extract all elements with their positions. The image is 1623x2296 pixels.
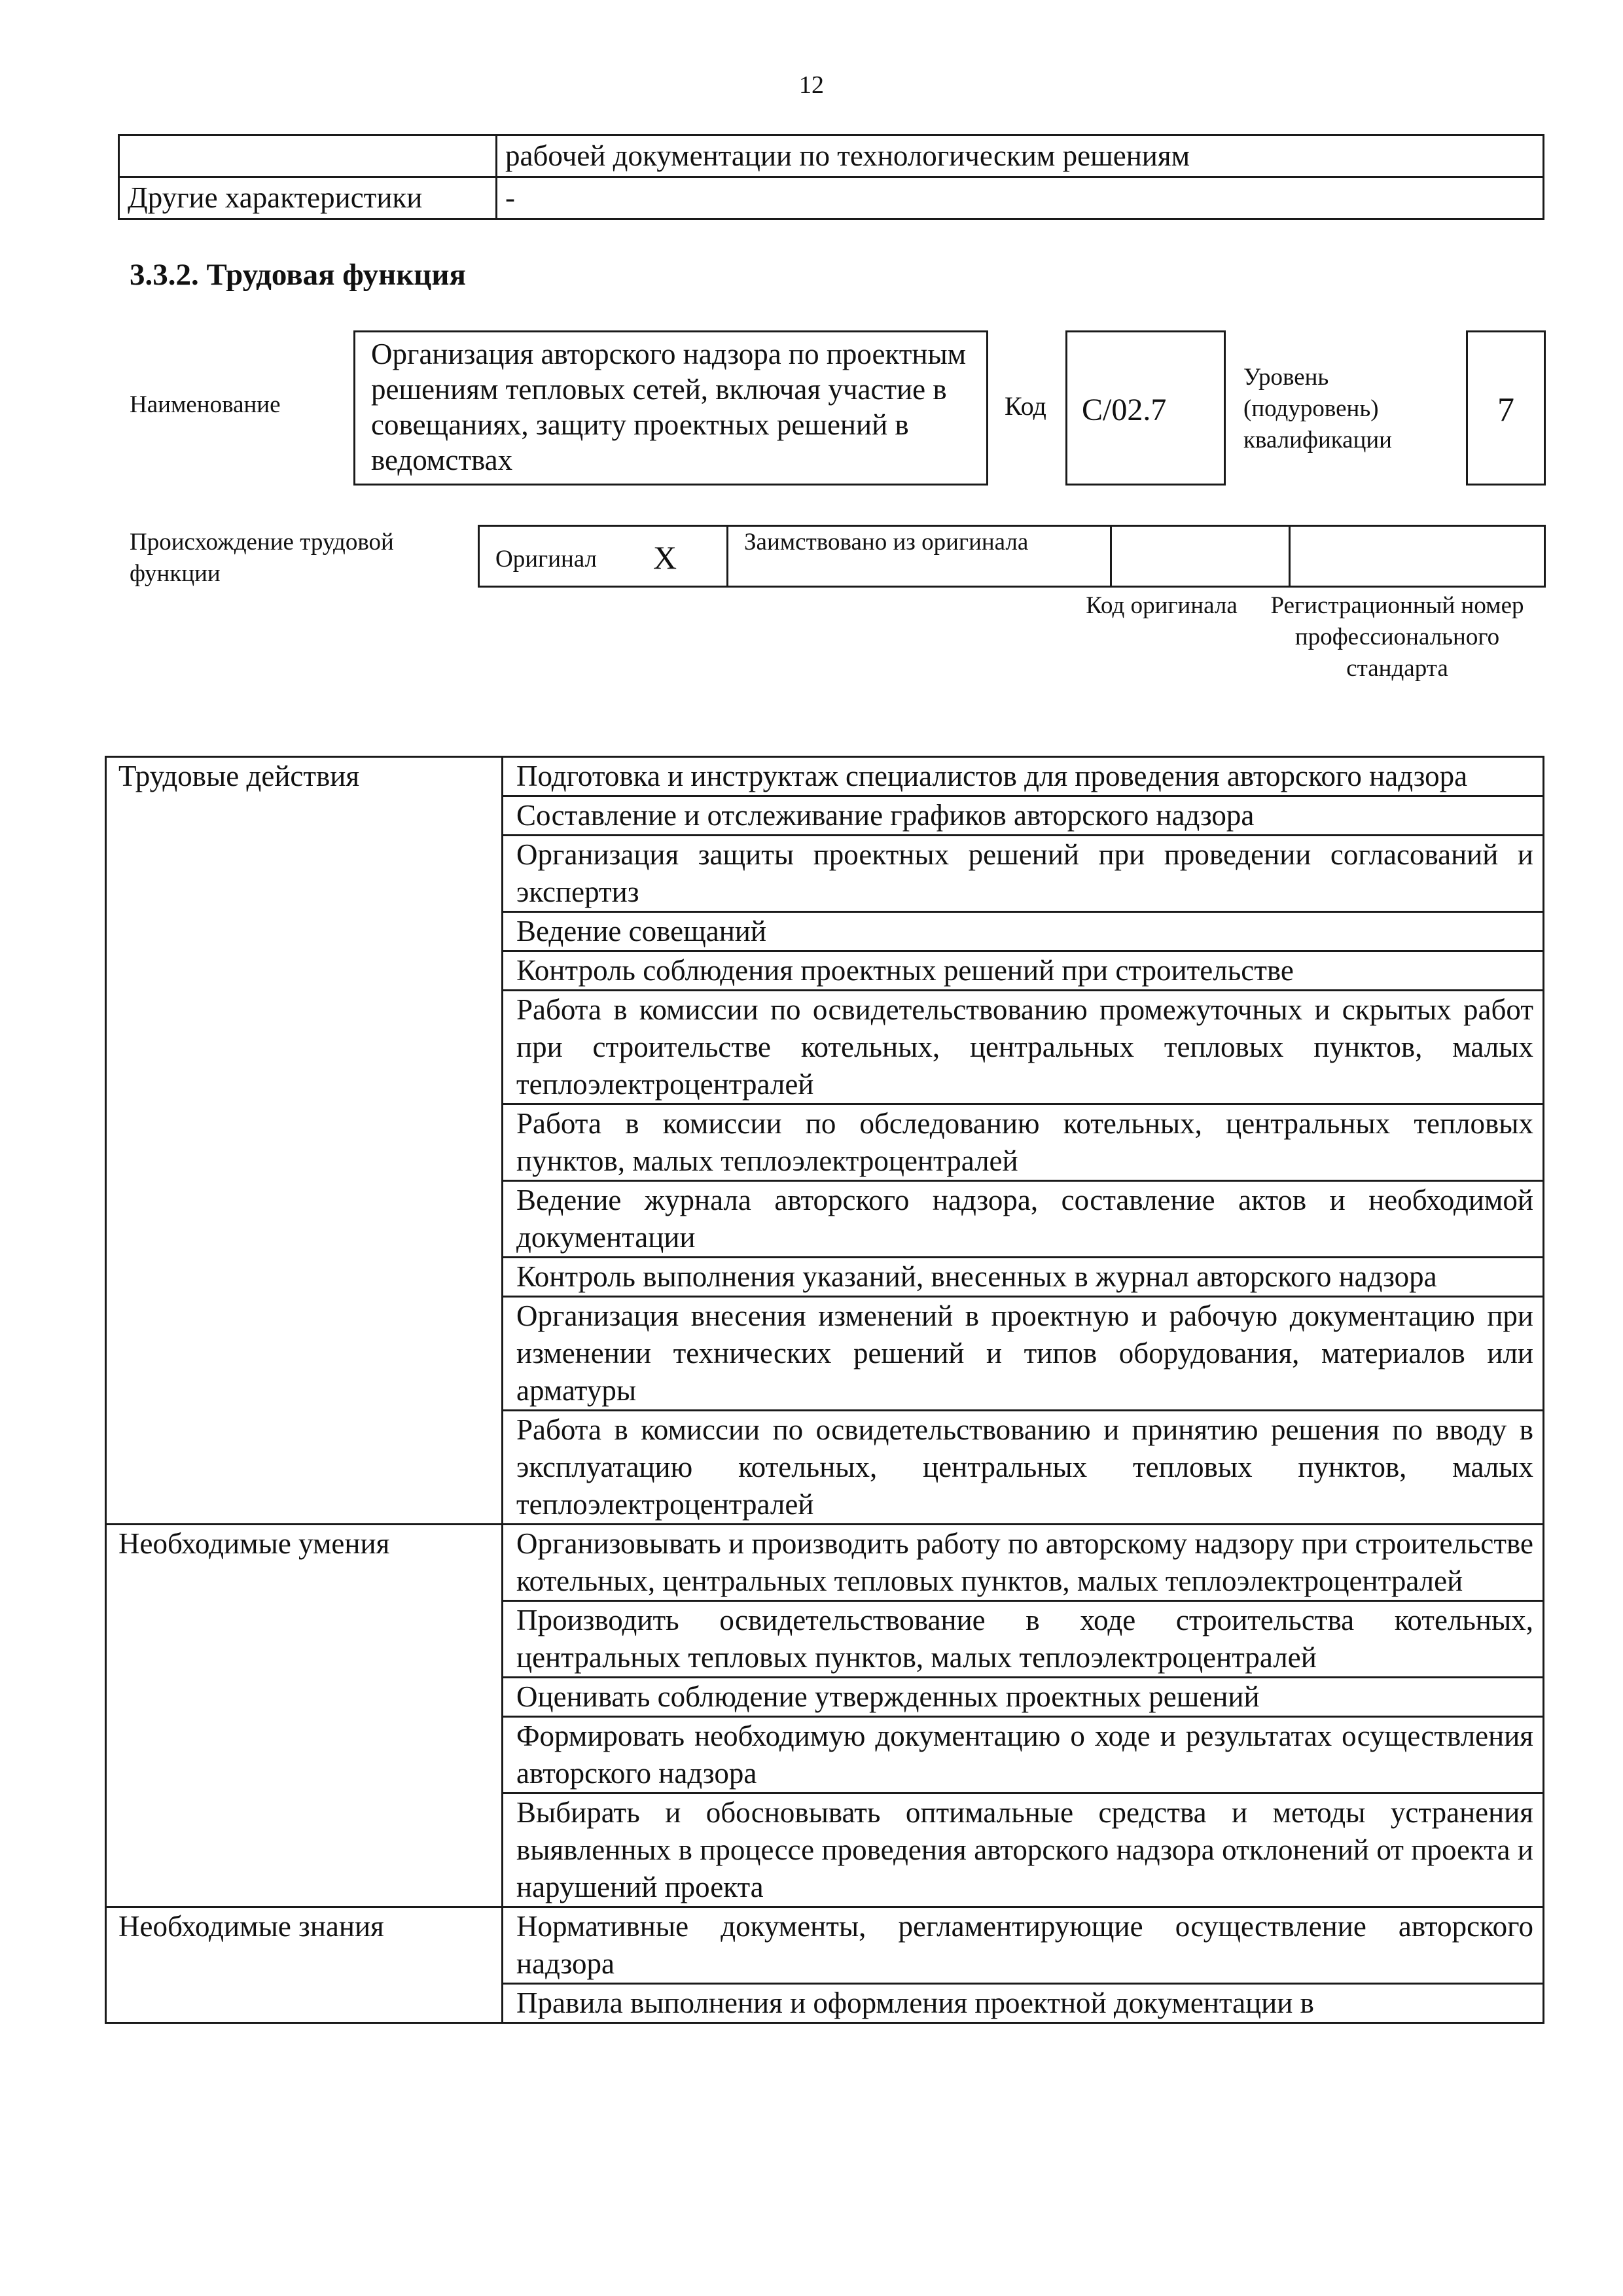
code-value: C/02.7 [1065,330,1226,486]
item-cell: Оценивать соблюдение утвержденных проектных решений [503,1678,1544,1717]
table-row [106,1907,1544,1984]
category-cell: Необходимые умения [106,1525,503,1907]
item-cell: Правила выполнения и оформления проектной документации в [503,1984,1544,2023]
item-cell: Ведение журнала авторского надзора, составление актов и необходимой документации [503,1181,1544,1258]
item-cell: Организация внесения изменений в проектную и рабочую документацию при изменении технических решений и типов оборудования, материалов или арматуры [503,1297,1544,1411]
table-row [106,757,1544,796]
original-label: Оригинал [495,546,597,573]
category-cell: Необходимые знания [106,1907,503,2023]
section-title: 3.3.2. Трудовая функция [130,258,466,292]
item-cell: Работа в комиссии по освидетельствованию и принятию решения по вводу в эксплуатацию котельных, центральных тепловых пунктов, малых теплоэлектроцентралей [503,1411,1544,1525]
item-cell: Производить освидетельствование в ходе строительства котельных, центральных тепловых пунктов, малых теплоэлектроцентралей [503,1601,1544,1678]
origin-row [478,525,1546,588]
category-cell: Трудовые действия [106,757,503,1525]
qualification-level-value: 7 [1466,330,1546,486]
item-cell: Выбирать и обосновывать оптимальные средства и методы устранения выявленных в процессе проведения авторского надзора отклонений от проекта и нарушений проекта [503,1793,1544,1907]
origin-label: Происхождение трудовой функции [130,529,394,587]
row-value: рабочей документации по технологическим решениям [497,135,1544,177]
item-cell: Организовывать и производить работу по авторскому надзору при строительстве котельных, центральных тепловых пунктов, малых теплоэлектроцентралей [503,1525,1544,1601]
borrowed-label: Заимствовано из оригинала [728,525,1112,588]
item-cell: Составление и отслеживание графиков авторского надзора [503,796,1544,836]
qualification-level-label: Уровень (подуровень) квалификации [1243,364,1392,453]
item-cell: Контроль соблюдения проектных решений при строительстве [503,951,1544,991]
page-number: 12 [799,71,824,99]
original-mark: X [653,539,677,576]
row-label: Другие характеристики [119,177,497,219]
table-row [119,135,1544,177]
row-label [119,135,497,177]
original-code-caption: Код оригинала [1086,592,1238,619]
table-row [106,1525,1544,1601]
name-label: Наименование [130,391,281,418]
continuation-table [118,134,1544,220]
original-cell [478,525,728,588]
row-value: - [497,177,1544,219]
function-name-value: Организация авторского надзора по проектным решениям тепловых сетей, включая участие в совещаниях, защиту проектных решений в ведомствах [353,330,988,486]
labor-function-table [105,756,1544,2024]
registration-number-cell [1291,525,1546,588]
item-cell: Ведение совещаний [503,912,1544,951]
item-cell: Подготовка и инструктаж специалистов для проведения авторского надзора [503,757,1544,796]
item-cell: Нормативные документы, регламентирующие осуществление авторского надзора [503,1907,1544,1984]
item-cell: Организация защиты проектных решений при проведении согласований и экспертиз [503,836,1544,912]
code-label: Код [1005,391,1046,421]
item-cell: Работа в комиссии по освидетельствованию промежуточных и скрытых работ при строительстве котельных, центральных тепловых пунктов, малых теплоэлектроцентралей [503,991,1544,1104]
item-cell: Контроль выполнения указаний, внесенных в журнал авторского надзора [503,1258,1544,1297]
registration-number-caption: Регистрационный номер профессионального стандарта [1270,592,1524,682]
item-cell: Работа в комиссии по обследованию котельных, центральных тепловых пунктов, малых теплоэлектроцентралей [503,1104,1544,1181]
labor-function-table-body [106,757,1544,2023]
item-cell: Формировать необходимую документацию о ходе и результатах осуществления авторского надзора [503,1717,1544,1793]
table-row [119,177,1544,219]
original-code-cell [1112,525,1291,588]
